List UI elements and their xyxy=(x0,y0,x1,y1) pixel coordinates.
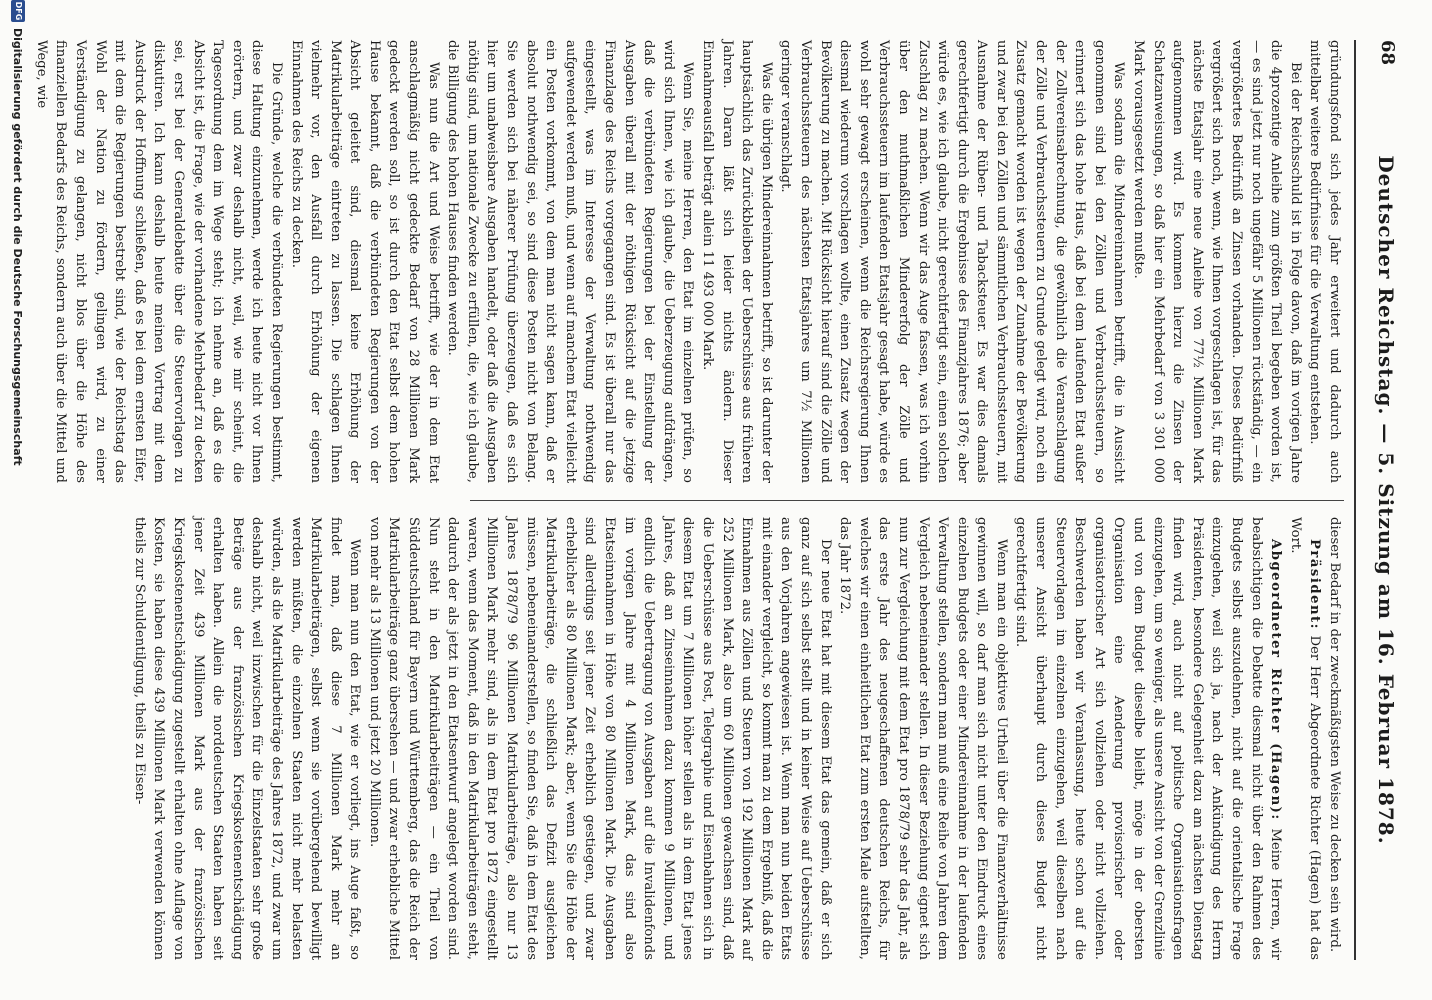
speaker-name: Präsident: xyxy=(1307,539,1323,631)
paragraph-text: Der Herr Abgeordnete Richter (Hagen) hat das Wort. xyxy=(1287,517,1323,960)
left-paragraph: gründungsfond sich jedes Jahr erweitert und dadurch auch mittelbar weitere Bedürfnisse für die Verwaltung entstehen. xyxy=(1307,40,1342,483)
paragraph-text: Wenn man nun den Etat, wie er vorliegt, ins Auge faßt, so findet man, daß diese 7 Millionen Mark mehr an Matrikularbeiträgen, selbst wenn sie vorübergehend bewilligt werden müßten, die einzelnen Staaten nicht mehr belasten würden, als die Matrikularbeiträge des Jahres 1872, und zwar um deshalb nicht, weil inzwischen für die Einzelstaaten sehr große Beträge aus der französischen Kriegskostenentschädigung erhalten haben. Allein die norddeutschen Staaten haben seit jener Zeit 439 Millionen Mark aus der französischen Kriegskostenentschädigung zugestellt erhalten ohne Auflage von Kosten, sie haben diese 439 Millionen Mark verwenden können theils zur Schuldentilgung, theils zu Eisen- xyxy=(131,517,363,960)
right-paragraph xyxy=(364,517,834,960)
right-paragraph xyxy=(1324,517,1344,960)
left-paragraph: Was nun die Art und Weise betrifft, wie der in dem Etat anschlagmäßig nicht gedeckte Bedarf von 28 Millionen Mark gedeckt werden soll, so ist durch den Etat selbst dem hohen Hause bekannt, daß die verbündeten Regierungen von der Absicht geleitet sind, diesmal keine Erhöhung der Matrikularbeiträge eintreten zu lassen. Die schlagen Ihnen vielmehr vor, den Ausfall durch Erhöhung der eigenen Einnahmen des Reichs zu decken. xyxy=(288,40,441,483)
right-paragraph xyxy=(1011,517,1285,960)
footer xyxy=(8,0,28,1000)
running-title: Deutscher Reichstag. — 5. Sitzung am 16. Februar 1878. xyxy=(1374,155,1398,845)
page-number: 68 xyxy=(1377,40,1398,66)
right-column xyxy=(58,517,1344,960)
paragraph-text: dieser Bedarf in der zweckmäßigsten Weise zu decken sein wird. xyxy=(1327,517,1342,953)
paragraph-text: Der neue Etat hat mit diesem Etat das gemein, daß er sich ganz auf sich selbst stellt und in keiner Weise auf Ueberschüsse aus den Vorjahren angewiesen ist. Wenn man nun beiden Etats mit einander vergleicht, so kommt man zu dem Ergebniß, daß die Einnahmen aus Zöllen und Steuern von 192 Millionen Mark auf 252 Millionen Mark, also um 60 Millionen gewachsen sind, daß die Ueberschüsse aus Post, Telegraphie und Eisenbahnen sich in diesem Etat um 7 Millionen höher stellen als in dem Etat jenes Jahres, daß an Zinseinnahmen dazu kommen 9 Millionen, und endlich die Uebertragung von Ausgaben auf die Invalidenfonds im vorigen Jahre mit 4 Millionen Mark, das sind also Etatseinnahmen in Höhe von 80 Millionen Mark. Die Ausgaben sind allerdings seit jener Zeit erheblich gestiegen, und zwar erheblicher als 80 Millionen Mark; aber, wenn Sie die Höhe der Matrikularbeiträge, die schließlich das Defizit ausgleichen müssen, nebeneinanderstellen, so finden Sie, daß in dem Etat des Jahres 1878/79 96 Millionen Matrikularbeiträge, also nur 13 Millionen Mark mehr sind, als in dem Etat pro 1872 eingestellt waren, wenn das Moment, daß in den Matrikularbeiträgen steht, dadurch der als jetzt in den Etatsentwurf angelegt worden sind. Nun steht in den Matrikularbeiträgen — ein Theil von Süddeutschland für Bayern und Württemberg, das die Reich der Matrikularbeiträge ganz übersehen — und zwar erhebliche Mittel von mehr als 13 Millionen und jetzt 20 Millionen. xyxy=(366,517,833,960)
dfg-logo: DFG xyxy=(11,0,25,22)
right-paragraph xyxy=(835,517,1011,960)
right-paragraph xyxy=(1285,517,1324,960)
header-rule xyxy=(1354,40,1356,960)
left-column xyxy=(33,40,1344,483)
page-header xyxy=(1362,40,1402,960)
paragraph-text: Meine Herren, wir beabsichtigen die Debatte diesmal nicht über den Rahmen des Budgets selbst auszudehnen, nicht auf die orientalische Frage einzugehen, weil sich ja, nach der Ankündigung des Herrn Präsidenten, besondere Gelegenheit dazu am nächsten Dienstag finden wird, auch nicht auf politische Organisationsfragen einzugehen, um so weniger, als unsere Ansicht von der Grenzlinie und von dem Budget dieselbe bleibt, möge in der obersten Organisation eine Aenderung provisorischer oder organisatorischer Art sich vollziehen oder nicht vollziehen. Beschwerden haben wir Veranlassung, heute schon auf die Steuervorlagen im einzelnen einzugehen, weil dieselben nach unserer Ansicht überhaupt durch dieses Budget nicht gerechtfertigt sind. xyxy=(1013,517,1284,960)
left-paragraph: Bei der Reichsschuld ist in Folge davon, daß im vorigen Jahre die 4prozentige Anleihe zum größten Theil begeben worden ist, — es sind jetzt nur noch ungefähr 5 Millionen rückständig, — ein vergrößertes Bedürfniß an Zinsen vorhanden. Dieses Bedürfniß vergrößert sich noch, wenn, wie Ihnen vorgeschlagen ist, für das nächste Etatsjahr eine neue Anleihe von 77½ Millionen Mark aufgenommen wird. Es kommen hierzu die Zinsen der Schatzanweisungen, so daß hier ein Mehrbedarf von 3 301 000 Mark vorausgesetzt werden mußte. xyxy=(1131,40,1303,483)
footer-text: Digitalisierung gefördert durch die Deutsche Forschungsgemeinschaft xyxy=(11,28,25,466)
left-paragraph: Was die übrigen Mindereinnahmen betrifft, so ist darunter der hauptsächlich das Zurückbleiben der Ueberschüsse aus früheren Jahren. Daran läßt sich leider nichts ändern. Dieser Einnahmeausfall beträgt allein 11 493 000 Mark. xyxy=(700,40,774,483)
paragraph-text: Wenn man ein objektives Urtheil über die Finanzverhältnisse gewinnen will, so darf man sich nicht unter den Eindruck eines einzelnen Budgets oder einer Mindereinnahme in der laufenden Verwaltung stellen, sondern man muß eine Reihe von Jahren dem Vergleich nebeneinander stellen. In dieser Beziehung eignet sich nun zur Vergleichung mit dem Etat pro 1878/79 sehr das Jahr, als das erste Jahr des neugeschaffenen deutschen Reichs, für welches wir einen einheitlichen Etat zum ersten Male aufstellten, das Jahr 1872. xyxy=(837,517,1009,960)
right-paragraph xyxy=(129,517,364,960)
left-paragraph: Die Gründe, welche die verbündeten Regierungen bestimmt, diese Haltung einzunehmen, werde ich heute nicht vor Ihnen erörtern, und zwar deshalb nicht, weil, wie mir scheint, die Tagesordnung dem im Wege steht; ich nehme an, daß es die Absicht ist, die Frage, wie der vorhandene Mehrbedarf zu decken sei, erst bei der Generaldebatte über die Steuervorlagen zu diskutiren. Ich kann deshalb heute meinen Vortrag mit dem Ausdruck der Hoffnung schließen, daß es bei dem ernsten Eifer, mit dem die Regierungen bestrebt sind, wie der Reichstag das Wohl der Nation zu fördern, gelingen wird, zu einer Verständigung zu gelangen, nicht blos über die Höhe des finanziellen Bedarfs des Reichs, sondern auch über die Mittel und Wege, wie xyxy=(33,40,284,483)
speaker-name: Abgeordneter Richter (Hagen): xyxy=(1268,539,1284,821)
column-rule xyxy=(470,500,1344,501)
left-paragraph: Wenn Sie, meine Herren, den Etat im einzelnen prüfen, so wird sich Ihnen, wie ich glaube, die Ueberzeugung aufdrängen, daß die verbündeten Regierungen bei der Einstellung der Ausgaben überall mit der nöthigen Rücksicht auf die jetzige Finanzlage des Reichs vorgegangen sind. Es ist überall nur das eingestellt, was im Interesse der Verwaltung nothwendig aufgewendet werden muß, und wenn auf manchem Etat vielleicht ein Posten vorkommt, von dem man nicht sagen kann, daß er absolut nothwendig sei, so sind diese Posten nicht von Belang. Sie werden sich bei näherer Prüfung überzeugen, daß es sich hier um unabweisbare Ausgaben handelt, oder daß die Ausgaben nöthig sind, um nationale Zwecke zu erfüllen, die, wie ich glaube, die Billigung des hohen Hauses finden werden. xyxy=(445,40,696,483)
left-paragraph: Was sodann die Mindereinnahmen betrifft, die in Aussicht genommen sind bei den Zöllen und Verbrauchssteuern, so erinnert sich das hohe Haus, daß bei dem laufenden Etat außer der Zollvereinsabrechnung, die gewöhnlich die Veranschlagung der Zölle und Verbrauchssteuern zu Grunde gelegt wird, noch ein Zusatz gemacht worden ist wegen der Zunahme der Bevölkerung und zwar bei den Zöllen und sämmtlichen Verbrauchssteuern, mit Ausnahme der Rüben- und Tabacksteuer. Es war dies damals gerechtfertigt durch die Ergebnisse des Finanzjahres 1876; aber würde es, wie ich glaube, nicht gerechtfertigt sein, einen solchen Zuschlag zu machen. Wenn wir das Auge fassen, was ich vorhin über den muthmaßlichen Mindererfolg der Zölle und Verbrauchssteuern im laufenden Etatsjahr gesagt habe, würde es wohl sehr gewagt erscheinen, wenn die Reichsregierung Ihnen diesmal wiederum vorschlagen wollte, einen Zusatz wegen der Bevölkerung zu machen. Mit Rücksicht hierauf sind die Zölle und Verbrauchssteuern des nächsten Etatsjahres um 7½ Millionen geringer veranschlagt. xyxy=(778,40,1127,483)
